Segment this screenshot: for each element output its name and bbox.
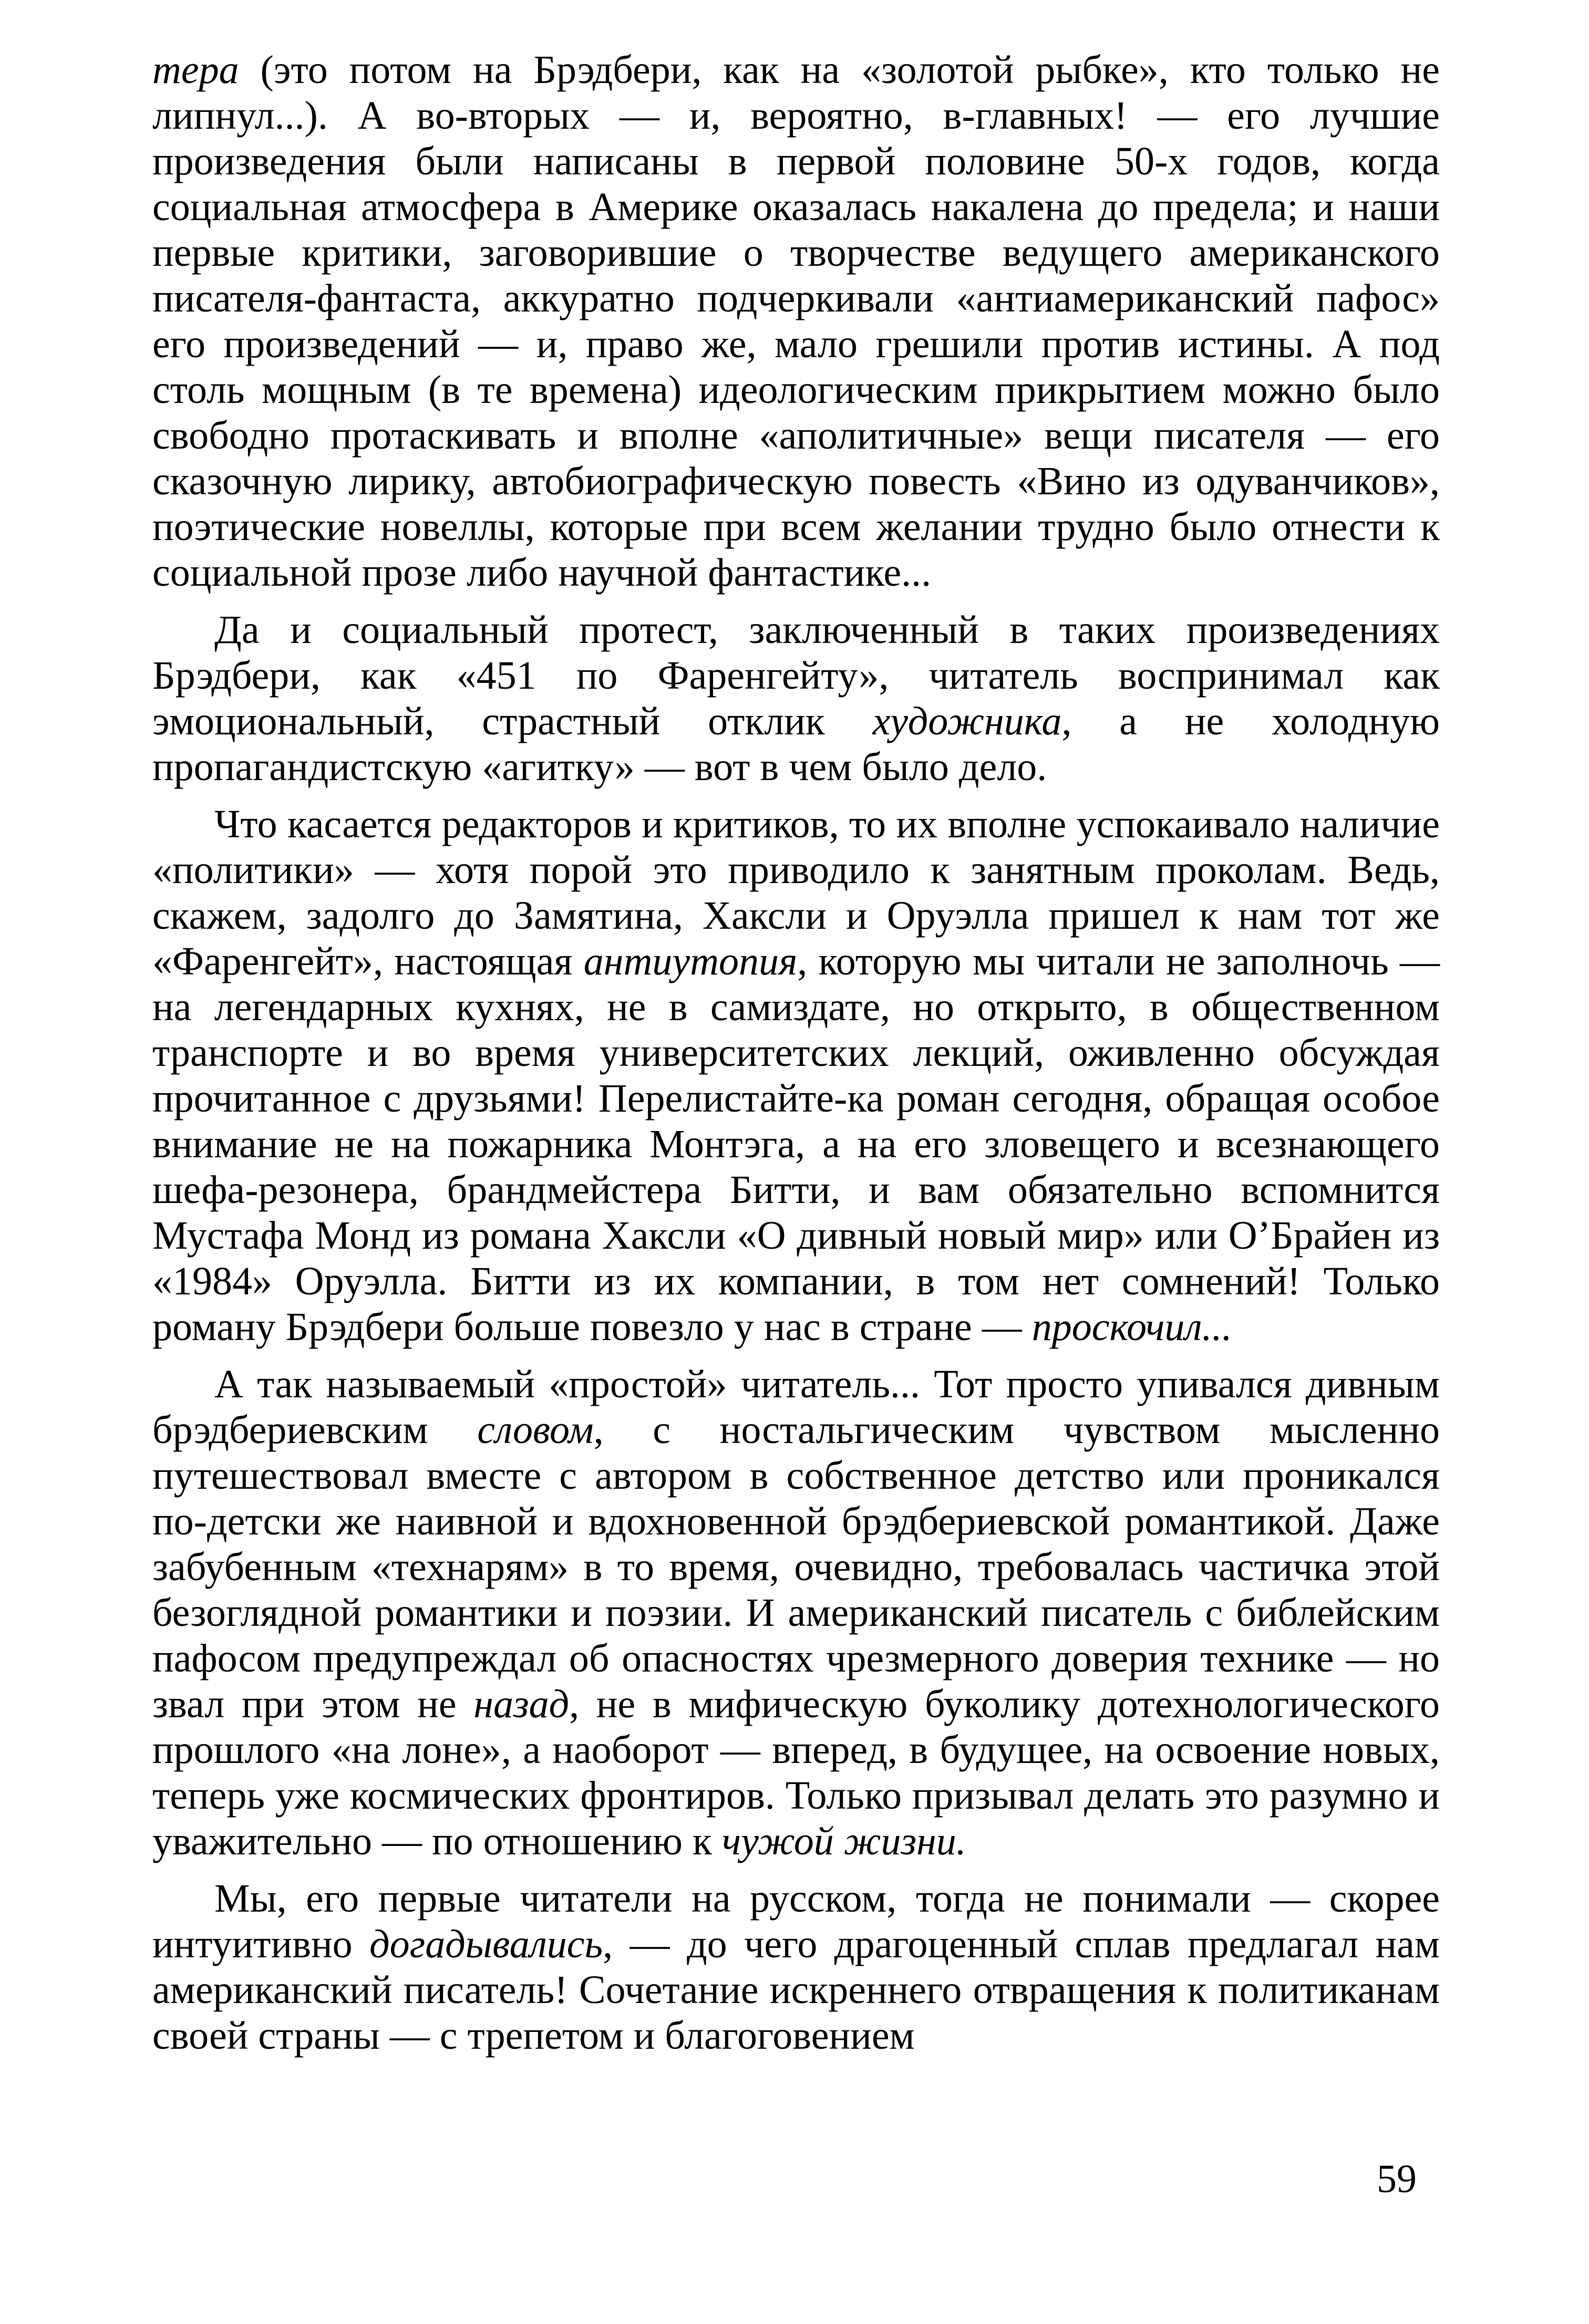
italic-text-run: художника <box>872 699 1062 743</box>
paragraph <box>152 47 1440 596</box>
italic-text-run: догадывались <box>369 1922 603 1966</box>
text-run: , которую мы читали не заполночь — на легендарных кухнях, не в самиздате, но открыто, в общественном транспорте и во время университетских лекций, оживленно обсуждая прочитанное с друзьями! Перелистайте-ка роман сегодня, обращая особое внимание не на пожарника Монтэга, а на его зловещего и всезнающего шефа-резонера, брандмейстера Битти, и вам обязательно вспомнится Мустафа Монд из романа Хаксли «О дивный новый мир» или О’Брайен из «1984» Оруэлла. Битти из их компании, в том нет сомнений! Только роману Брэдбери больше повезло у нас в стране — <box>152 939 1440 1349</box>
italic-text-run: проскочил... <box>1031 1305 1232 1349</box>
text-run: , — до чего драгоценный сплав предлагал нам американский писатель! Сочетание искреннего отвращения к политиканам своей страны — с трепетом и благоговением <box>152 1922 1440 2058</box>
italic-text-run: словом <box>477 1408 594 1452</box>
text-run: А так называемый «простой» читатель... Тот просто упивался дивным брэдбериевским <box>152 1362 1440 1452</box>
text-run: , а не холодную пропагандистскую «агитку» — вот в чем было дело. <box>152 699 1440 789</box>
page-number: 59 <box>1377 2157 1417 2201</box>
paragraph <box>152 1876 1440 2059</box>
paragraph <box>152 607 1440 790</box>
text-run: , с ностальгическим чувством мысленно путешествовал вместе с автором в собственное детство или проникался по-детски же наивной и вдохновенной брэдбериевской романтикой. Даже забубенным «технарям» в то время, очевидно, требовалась частичка этой безоглядной романтики и поэзии. И американский писатель с библейским пафосом предупреждал об опасностях чрезмерного доверия технике — но звал при этом не <box>152 1408 1440 1726</box>
italic-text-run: антиутопия <box>583 939 798 983</box>
italic-text-run: назад <box>473 1682 570 1726</box>
text-run: , не в мифическую буколику дотехнологического прошлого «на лоне», а наоборот — вперед, в будущее, на освоение новых, теперь уже космических фронтиров. Только призывал делать это разумно и уважительно — по отношению к <box>152 1682 1440 1863</box>
italic-text-run: чужой жизни. <box>721 1819 966 1863</box>
page-body <box>152 47 1440 2070</box>
italic-text-run: тера <box>152 48 239 92</box>
text-run: Да и социальный протест, заключенный в таких произведениях Брэдбери, как «451 по Фаренгейту», читатель воспринимал как эмоциональный, страстный отклик <box>152 608 1440 743</box>
text-run: (это потом на Брэдбери, как на «золотой рыбке», кто только не липнул...). А во-вторых — и, вероятно, в-главных! — его лучшие произведения были написаны в первой половине 50-х годов, когда социальная атмосфера в Америке оказалась накалена до предела; и наши первые критики, заговорившие о творчестве ведущего американского писателя-фантаста, аккуратно подчеркивали «антиамериканский пафос» его произведений — и, право же, мало грешили против истины. А под столь мощным (в те времена) идеологическим прикрытием можно было свободно протаскивать и вполне «аполитичные» вещи писателя — его сказочную лирику, автобиографическую повесть «Вино из одуванчиков», поэтические новеллы, которые при всем желании трудно было отнести к социальной прозе либо научной фантастике... <box>152 48 1440 595</box>
text-run: Мы, его первые читатели на русском, тогда не понимали — скорее интуитивно <box>152 1876 1440 1966</box>
paragraph <box>152 802 1440 1350</box>
text-run: Что касается редакторов и критиков, то их вполне успокаивало наличие «политики» — хотя порой это приводило к занятным проколам. Ведь, скажем, задолго до Замятина, Хаксли и Оруэлла пришел к нам тот же «Фаренгейт», настоящая <box>152 802 1440 983</box>
paragraph <box>152 1362 1440 1864</box>
